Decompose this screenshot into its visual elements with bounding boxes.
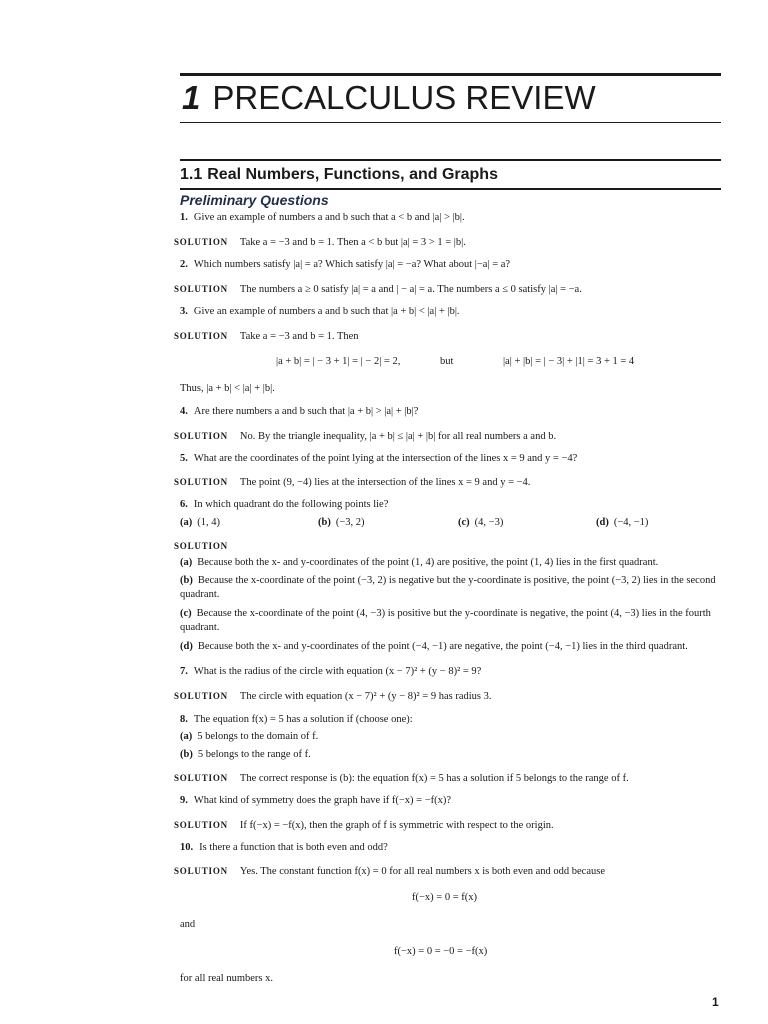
option-d	[596, 516, 648, 530]
solution-text: The correct response is (b): the equation f(x) = 5 has a solution if 5 belongs to the range of f.	[239, 773, 629, 784]
option-a	[180, 516, 220, 530]
option-label: (c)	[458, 517, 470, 528]
part-label: (a)	[180, 557, 193, 568]
part-text: Because the x-coordinate of the point (4, −3) is positive but the y-coordinate is negative, the point (4, −3) lies in the fourth quadrant.	[180, 608, 711, 633]
solution-text: Take a = −3 and b = 1. Then a < b but |a| = 3 > 1 = |b|.	[239, 237, 466, 248]
question-text: In which quadrant do the following points lie?	[193, 499, 389, 510]
option-label: (d)	[596, 517, 609, 528]
display-equation-right: |a| + |b| = | − 3| + |1| = 3 + 1 = 4	[503, 356, 635, 367]
option-b	[180, 748, 311, 762]
solution-text: Yes. The constant function f(x) = 0 for all real numbers x is both even and odd because	[239, 866, 605, 877]
solution-6-part-d	[180, 640, 720, 654]
chapter-bottom-rule	[180, 122, 721, 123]
section-heading	[180, 164, 498, 186]
question-number: 7.	[180, 666, 188, 677]
question-text: Is there a function that is both even and odd?	[199, 842, 388, 853]
solution-tag: SOLUTION	[174, 431, 228, 441]
option-label: (b)	[318, 517, 331, 528]
solution-6-part-c	[180, 607, 720, 635]
solution-6-part-a	[180, 556, 720, 570]
section-top-rule	[180, 159, 721, 161]
question-number: 10.	[180, 842, 194, 853]
question-6	[180, 498, 388, 512]
solution-3-conclusion: Thus, |a + b| < |a| + |b|.	[180, 383, 275, 394]
question-text: Give an example of numbers a and b such that |a + b| < |a| + |b|.	[193, 306, 460, 317]
display-equation-1: f(−x) = 0 = f(x)	[412, 892, 477, 903]
solution-text: Take a = −3 and b = 1. Then	[239, 331, 359, 342]
solution-tag: SOLUTION	[174, 773, 228, 783]
solution-tag: SOLUTION	[174, 477, 228, 487]
question-number: 1.	[180, 212, 188, 223]
solution-text: If f(−x) = −f(x), then the graph of f is symmetric with respect to the origin.	[239, 820, 554, 831]
option-label: (a)	[180, 731, 193, 742]
part-text: Because the x-coordinate of the point (−3, 2) is negative but the y-coordinate is positive, the point (−3, 2) lies in the second quadrant.	[180, 575, 716, 600]
question-8	[180, 713, 413, 727]
section-title: Real Numbers, Functions, and Graphs	[207, 166, 498, 183]
question-10	[180, 841, 388, 855]
option-label: (a)	[180, 517, 193, 528]
question-number: 2.	[180, 259, 188, 270]
part-label: (d)	[180, 641, 193, 652]
option-text: 5 belongs to the domain of f.	[197, 731, 319, 742]
solution-3	[174, 329, 359, 344]
solution-text: The circle with equation (x − 7)² + (y − 8)² = 9 has radius 3.	[239, 691, 492, 702]
question-number: 6.	[180, 499, 188, 510]
solution-10	[174, 864, 605, 879]
question-text: What kind of symmetry does the graph have if f(−x) = −f(x)?	[193, 795, 452, 806]
option-b	[318, 516, 365, 530]
part-label: (b)	[180, 575, 193, 586]
chapter-title: PRECALCULUS REVIEW	[212, 79, 596, 116]
question-5	[180, 452, 577, 466]
solution-text: The point (9, −4) lies at the intersection of the lines x = 9 and y = −4.	[239, 477, 531, 488]
solution-5	[174, 475, 530, 490]
question-number: 5.	[180, 453, 188, 464]
solution-tag: SOLUTION	[174, 331, 228, 341]
question-4	[180, 405, 418, 419]
display-equation-connector: but	[440, 356, 454, 367]
question-number: 9.	[180, 795, 188, 806]
solution-8	[174, 771, 629, 786]
solution-6-part-b	[180, 574, 720, 602]
solution-tag: SOLUTION	[174, 866, 228, 876]
option-label: (b)	[180, 749, 193, 760]
solution-7	[174, 689, 492, 704]
option-text: (−4, −1)	[613, 517, 649, 528]
option-text: 5 belongs to the range of f.	[197, 749, 311, 760]
part-label: (c)	[180, 608, 192, 619]
chapter-heading	[182, 76, 596, 120]
question-text: Give an example of numbers a and b such that a < b and |a| > |b|.	[193, 212, 465, 223]
option-text: (4, −3)	[474, 517, 504, 528]
question-text: What are the coordinates of the point lying at the intersection of the lines x = 9 and y = −4?	[193, 453, 578, 464]
question-text: Are there numbers a and b such that |a + b| > |a| + |b|?	[193, 406, 419, 417]
display-equation-2: f(−x) = 0 = −0 = −f(x)	[394, 946, 488, 957]
solution-6	[174, 539, 240, 554]
question-number: 4.	[180, 406, 188, 417]
solution-text: The numbers a ≥ 0 satisfy |a| = a and | − a| = a. The numbers a ≤ 0 satisfy |a| = −a.	[239, 284, 582, 295]
closing-text: for all real numbers x.	[180, 973, 274, 984]
option-a	[180, 730, 318, 744]
page-number: 1	[712, 995, 719, 1009]
question-1	[180, 211, 465, 225]
question-9	[180, 794, 451, 808]
subsection-heading: Preliminary Questions	[180, 192, 329, 208]
question-7	[180, 665, 481, 679]
solution-2	[174, 282, 582, 297]
option-c	[458, 516, 503, 530]
solution-tag: SOLUTION	[174, 284, 228, 294]
question-text: Which numbers satisfy |a| = a? Which satisfy |a| = −a? What about |−a| = a?	[193, 259, 511, 270]
part-text: Because both the x- and y-coordinates of the point (−4, −1) are negative, the point (−4, −1) lies in the third quadrant.	[197, 641, 688, 652]
question-3	[180, 305, 460, 319]
solution-text: No. By the triangle inequality, |a + b| ≤ |a| + |b| for all real numbers a and b.	[239, 431, 557, 442]
solution-1	[174, 235, 466, 250]
solution-tag: SOLUTION	[174, 541, 228, 551]
connector-text: and	[180, 919, 196, 930]
solution-tag: SOLUTION	[174, 237, 228, 247]
option-text: (−3, 2)	[335, 517, 365, 528]
solution-tag: SOLUTION	[174, 820, 228, 830]
question-number: 3.	[180, 306, 188, 317]
solution-9	[174, 818, 554, 833]
part-text: Because both the x- and y-coordinates of the point (1, 4) are positive, the point (1, 4) lies in the first quadrant.	[197, 557, 659, 568]
solution-tag: SOLUTION	[174, 691, 228, 701]
option-text: (1, 4)	[197, 517, 220, 528]
section-number: 1.1	[180, 166, 203, 183]
question-text: The equation f(x) = 5 has a solution if (choose one):	[193, 714, 413, 725]
chapter-number: 1	[182, 79, 201, 116]
display-equation-left: |a + b| = | − 3 + 1| = | − 2| = 2,	[276, 356, 401, 367]
question-number: 8.	[180, 714, 188, 725]
solution-4	[174, 429, 556, 444]
question-text: What is the radius of the circle with equation (x − 7)² + (y − 8)² = 9?	[193, 666, 482, 677]
question-2	[180, 258, 510, 272]
